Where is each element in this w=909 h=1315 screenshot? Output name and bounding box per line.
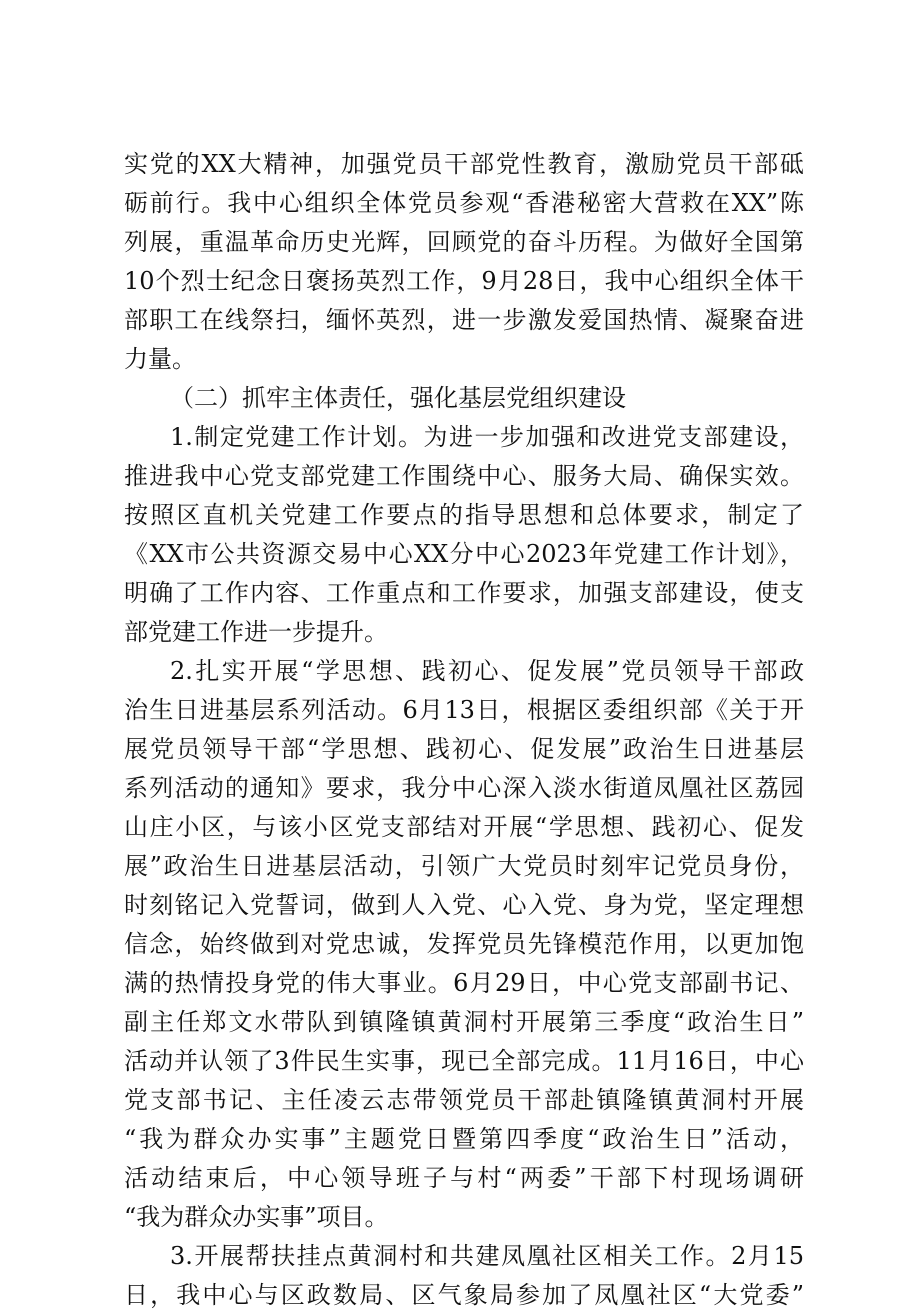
text-line: 信念，始终做到对党忠诚，发挥党员先锋模范作用，以更加饱 (124, 930, 804, 958)
text-line: 展”政治生日进基层活动，引领广大党员时刻牢记党员身份， (124, 852, 804, 880)
text-line: 2.扎实开展“学思想、践初心、促发展”党员领导干部政 (170, 657, 804, 685)
text-line: 实党的XX大精神，加强党员干部党性教育，激励党员干部砥 (124, 150, 804, 178)
text-line: 列展，重温革命历史光辉，回顾党的奋斗历程。为做好全国第 (124, 228, 804, 256)
text-line: “我为群众办实事”项目。 (124, 1203, 389, 1231)
text-line: 系列活动的通知》要求，我分中心深入淡水街道凤凰社区荔园 (124, 774, 804, 802)
text-line: 3.开展帮扶挂点黄洞村和共建凤凰社区相关工作。2月15 (170, 1242, 804, 1270)
text-line: 1.制定党建工作计划。为进一步加强和改进党支部建设， (170, 423, 804, 451)
section-heading: （二）抓牢主体责任，强化基层党组织建设 (170, 384, 626, 412)
text-line: 砺前行。我中心组织全体党员参观“香港秘密大营救在XX”陈 (124, 189, 804, 217)
text-line: 按照区直机关党建工作要点的指导思想和总体要求，制定了 (124, 501, 804, 529)
text-line: 治生日进基层系列活动。6月13日，根据区委组织部《关于开 (124, 696, 804, 724)
text-line: 时刻铭记入党誓词，做到人入党、心入党、身为党，坚定理想 (124, 891, 804, 919)
text-line: 日，我中心与区政数局、区气象局参加了凤凰社区“大党委” (124, 1281, 804, 1309)
text-line: 推进我中心党支部党建工作围绕中心、服务大局、确保实效。 (124, 462, 804, 490)
text-line: 副主任郑文水带队到镇隆镇黄洞村开展第三季度“政治生日” (124, 1008, 804, 1036)
text-line: 明确了工作内容、工作重点和工作要求，加强支部建设，使支 (124, 579, 804, 607)
text-line: 山庄小区，与该小区党支部结对开展“学思想、践初心、促发 (124, 813, 804, 841)
text-line: “我为群众办实事”主题党日暨第四季度“政治生日”活动， (124, 1125, 804, 1153)
text-line: 部党建工作进一步提升。 (124, 618, 388, 646)
text-line: 党支部书记、主任凌云志带领党员干部赴镇隆镇黄洞村开展 (124, 1086, 804, 1114)
document-body (124, 145, 804, 1315)
text-line: 力量。 (124, 345, 196, 373)
text-line: 活动并认领了3件民生实事，现已全部完成。11月16日，中心 (124, 1047, 804, 1075)
text-line: 满的热情投身党的伟大事业。6月29日，中心党支部副书记、 (124, 969, 804, 997)
text-line: 部职工在线祭扫，缅怀英烈，进一步激发爱国热情、凝聚奋进 (124, 306, 804, 334)
text-line: 活动结束后，中心领导班子与村“两委”干部下村现场调研 (124, 1164, 804, 1192)
text-line: 《XX市公共资源交易中心XX分中心2023年党建工作计划》， (124, 540, 804, 568)
text-line: 10个烈士纪念日褒扬英烈工作，9月28日，我中心组织全体干 (124, 267, 804, 295)
text-line: 展党员领导干部“学思想、践初心、促发展”政治生日进基层 (124, 735, 804, 763)
